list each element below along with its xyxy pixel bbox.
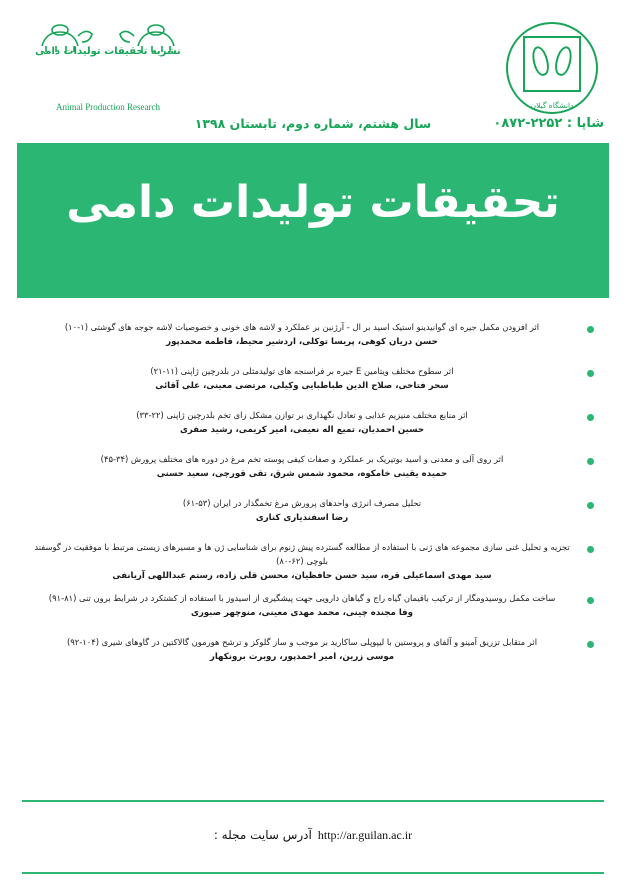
bullet-icon <box>587 414 594 421</box>
journal-logo <box>24 20 192 116</box>
list-item <box>30 540 596 581</box>
list-item <box>30 364 596 398</box>
cover-header <box>18 16 608 126</box>
issue-text: سال هشتم، شماره دوم، تابستان ۱۳۹۸ <box>194 116 432 131</box>
page-title: تحقیقات تولیدات دامی <box>66 177 560 228</box>
article-title: اثر افزودن مکمل جیره ای گوانیدینو استیک اسید بر ال - آرژنین بر عملکرد و لاشه های خونی و خصوصیات لاشه جوجه های گوشتی (۱-۱۰) <box>64 322 540 332</box>
article-title: ساخت مکمل روسیدومگار از ترکیب باقیمان گیاه راج و گیاهان دارویی جهت پیشگیری از اسیدوز با استفاده از کشتکرد در شرایط برون تنی (۸۱-۹۱) <box>48 593 556 603</box>
journal-website <box>0 828 626 843</box>
bullet-icon <box>587 326 594 333</box>
bullet-icon <box>587 597 594 604</box>
bullet-icon <box>587 370 594 377</box>
article-title: اثر منابع مختلف منیزیم غذایی و تعادل نگهداری بر توازن مشکل زای تخم بلدرچین ژاپنی (۲۲-۳۳) <box>136 410 468 420</box>
list-item <box>30 452 596 486</box>
list-item <box>30 320 596 354</box>
issn-text: شاپا : ۲۲۵۲-۰۸۷۲ <box>493 116 604 131</box>
article-authors: حسین احمدیان، تمیع اله نعیمی، امیر کریمی، رشید صفری <box>179 425 425 435</box>
university-logo <box>506 22 598 114</box>
article-authors: سحر فتاحی، صلاح الدین طباطبایی وکیلی، مرتضی معینی، علی آقائی <box>155 381 449 391</box>
list-item <box>30 408 596 442</box>
list-item <box>30 496 596 530</box>
contents-list <box>30 320 596 679</box>
article-authors: حمیده یقینی خامکوه، محمود شمس شرق، تقی قورچی، سعید حسنی <box>156 469 448 479</box>
university-name: دانشگاه گیلان <box>530 101 574 110</box>
article-authors: حسن دریان کوهی، پریسا توکلی، اردشیر محیط، فاطمه محمدپور <box>166 337 438 347</box>
article-title: اثر متقابل تزریق آمینو و آلفای و پروستین با لیپوپلی ساکارید بر موجب و ساز گلوکز و ترشح هورمون گالاکتین در گاوهای شیری (۱۰۴-۹۲) <box>66 637 538 647</box>
footer-divider-bottom <box>22 872 604 874</box>
list-item <box>30 591 596 625</box>
article-authors: سید مهدی اسماعیلی قره، سید حسن حافظیان، محسن قلی زاده، رستم عبداللهی آریانفی <box>112 571 492 581</box>
article-title: اثر سطوح مختلف ویتامین E جیره بر فراسنجه های تولیدمثلی در بلدرچین ژاپنی (۱۱-۲۱) <box>150 366 454 376</box>
article-title: تحلیل مصرف انرژی واحدهای پرورش مرغ تخمگذار در ایران (۵۳-۶۱) <box>182 498 422 508</box>
title-panel <box>17 143 609 298</box>
bullet-icon <box>587 458 594 465</box>
article-title: اثر روی آلی و معدنی و اسید بوتیریک بر عملکرد و صفات کیفی پوسته تخم مرغ در دوره های مختلف پرورش (۳۴-۴۵) <box>100 454 504 464</box>
footer-divider-top <box>22 800 604 802</box>
journal-title-en: Animal Production Research <box>56 102 160 112</box>
bullet-icon <box>587 502 594 509</box>
journal-title-fa: نشریه تحقیقات تولیدات دامی <box>35 46 181 57</box>
bullet-icon <box>587 641 594 648</box>
website-url[interactable]: http://ar.guilan.ac.ir <box>317 828 413 842</box>
bullet-icon <box>587 546 594 553</box>
article-title: تجزیه و تحلیل غنی سازی مجموعه های ژنی با استفاده از مطالعه گسترده پیش ژنوم برای شناسایی ژن ها و مسیرهای زیستی مرتبط با موفقیت در گوسفند بلوچی (۶۲-۸۰) <box>34 542 570 566</box>
article-authors: رضا اسفندیاری کناری <box>255 513 349 523</box>
leaf-motif-icon <box>532 44 572 80</box>
article-authors: وفا مجنده چینی، محمد مهدی معینی، منوچهر صبوری <box>190 608 414 618</box>
issue-line <box>18 116 608 138</box>
website-label: آدرس سایت مجله : <box>213 828 312 842</box>
article-authors: موسی زرین، امیر احمدپور، روبرت برونکهار <box>209 652 395 662</box>
list-item <box>30 635 596 669</box>
